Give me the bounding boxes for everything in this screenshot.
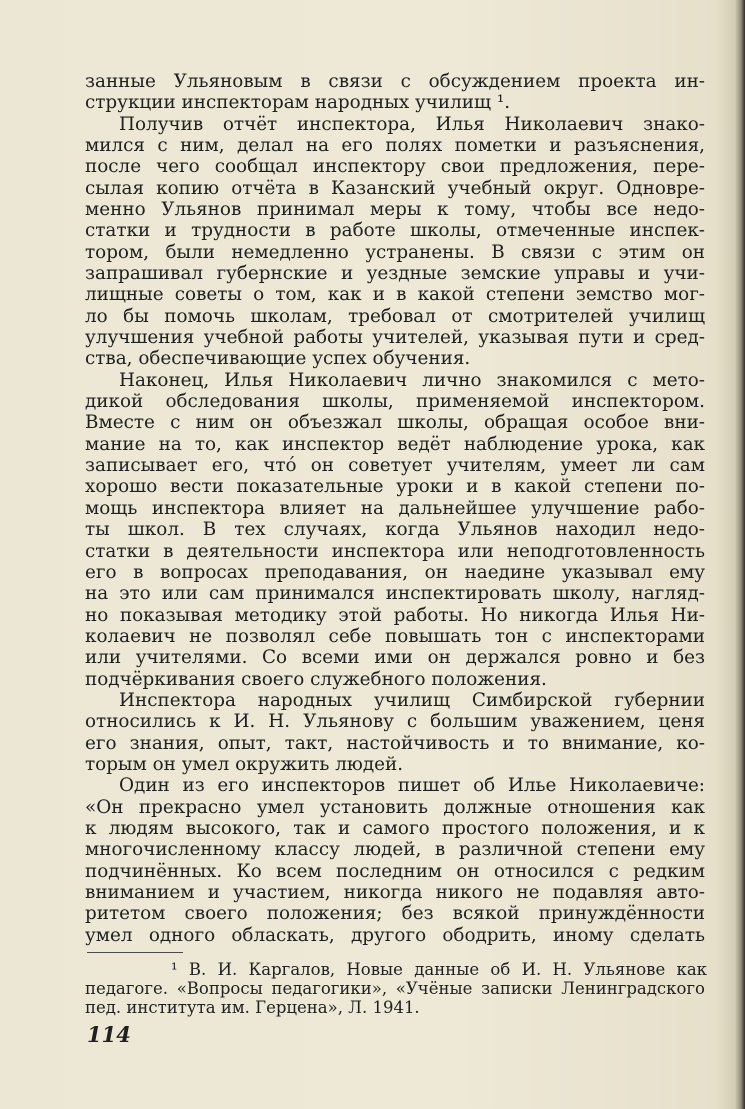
text-line: после чего сообщал инспектору свои предложения, пере- [85, 156, 705, 178]
text-line: улучшения учебной работы учителей, указывая пути и сред- [85, 327, 705, 349]
text-line: лищные советы о том, как и в какой степени земство мог- [85, 284, 705, 306]
footnote-line: пед. института им. Герцена», Л. 1941. [85, 998, 420, 1017]
page-number: 114 [87, 1022, 131, 1047]
footnote-line: ¹ В. И. Каргалов, Новые данные об И. Н. Ульянове как [171, 960, 707, 979]
text-line: записывает его, чтó он советует учителям, умеет ли сам [85, 455, 705, 477]
text-line: ты школ. В тех случаях, когда Ульянов находил недо- [85, 519, 705, 541]
text-line: менно Ульянов принимал меры к тому, чтобы все недо- [85, 199, 705, 221]
text-line: Получив отчёт инспектора, Илья Николаевич знако- [119, 113, 705, 135]
text-line: подчинённых. Ко всем последним он относился с редким [85, 860, 705, 882]
text-line: его знания, опыт, такт, настойчивость и то внимание, ко- [85, 732, 705, 754]
text-line: ства, обеспечивающие успех обучения. [85, 348, 471, 370]
text-line: колаевич не позволял себе повышать тон с инспекторами [85, 625, 705, 647]
text-line: хорошо вести показательные уроки и в какой степени по- [85, 476, 705, 498]
text-line: многочисленному классу людей, в различной степени ему [85, 839, 705, 861]
text-line: вниманием и участием, никогда никого не подавляя авто- [85, 881, 705, 903]
footnote-rule [87, 952, 183, 953]
text-line: ритетом своего положения; без всякой принуждённости [85, 903, 705, 925]
text-line: Наконец, Илья Николаевич лично знакомился с мето- [119, 369, 705, 391]
text-line: ло бы помочь школам, требовал от смотрителей училищ [85, 305, 705, 327]
text-line: мощь инспектора влияет на дальнейшее улучшение рабо- [85, 497, 705, 519]
text-line: статки в деятельности инспектора или неподготовленность [85, 540, 705, 562]
text-line: его в вопросах преподавания, он наедине указывал ему [85, 561, 705, 583]
text-line: но показывая методику этой работы. Но никогда Илья Ни- [85, 604, 705, 626]
text-line: относились к И. Н. Ульянову с большим уважением, ценя [85, 711, 705, 733]
text-line: мание на то, как инспектор ведёт наблюдение урока, как [85, 433, 705, 455]
text-line: сылая копию отчёта в Казанский учебный округ. Одновре- [85, 177, 705, 199]
text-line: струкции инспекторам народных училищ ¹. [85, 92, 511, 114]
text-line: или учителями. Со всеми ими он держался ровно и без [85, 647, 705, 669]
text-line: подчёркивания своего служебного положения. [85, 668, 547, 690]
text-line: торым он умел окружить людей. [85, 753, 404, 775]
text-line: Вместе с ним он объезжал школы, обращая особое вни- [85, 412, 705, 434]
text-line: умел одного обласкать, другого ободрить, иному сделать [85, 924, 705, 946]
text-line: мился с ним, делал на его полях пометки и разъяснения, [85, 135, 705, 157]
text-line: Инспектора народных училищ Симбирской губернии [119, 689, 705, 711]
text-line: статки и трудности в работе школы, отмеченные инспек- [85, 220, 705, 242]
text-line: «Он прекрасно умел установить должные отношения как [85, 796, 705, 818]
text-line: к людям высокого, так и самого простого положения, и к [85, 817, 705, 839]
text-line: Один из его инспекторов пишет об Илье Николаевиче: [119, 775, 705, 797]
text-line: на это или сам принимался инспектировать школу, нагляд- [85, 583, 705, 605]
text-line: занные Ульяновым в связи с обсуждением проекта ин- [85, 71, 705, 92]
text-line: дикой обследования школы, применяемой инспектором. [85, 391, 705, 413]
text-line: тором, были немедленно устранены. В связи с этим он [85, 241, 705, 263]
text-line: запрашивал губернские и уездные земские управы и учи- [85, 263, 705, 285]
footnote-line: педагоге. «Вопросы педагогики», «Учёные записки Ленинградского [85, 979, 705, 998]
page-edge-shadow [735, 0, 745, 1109]
